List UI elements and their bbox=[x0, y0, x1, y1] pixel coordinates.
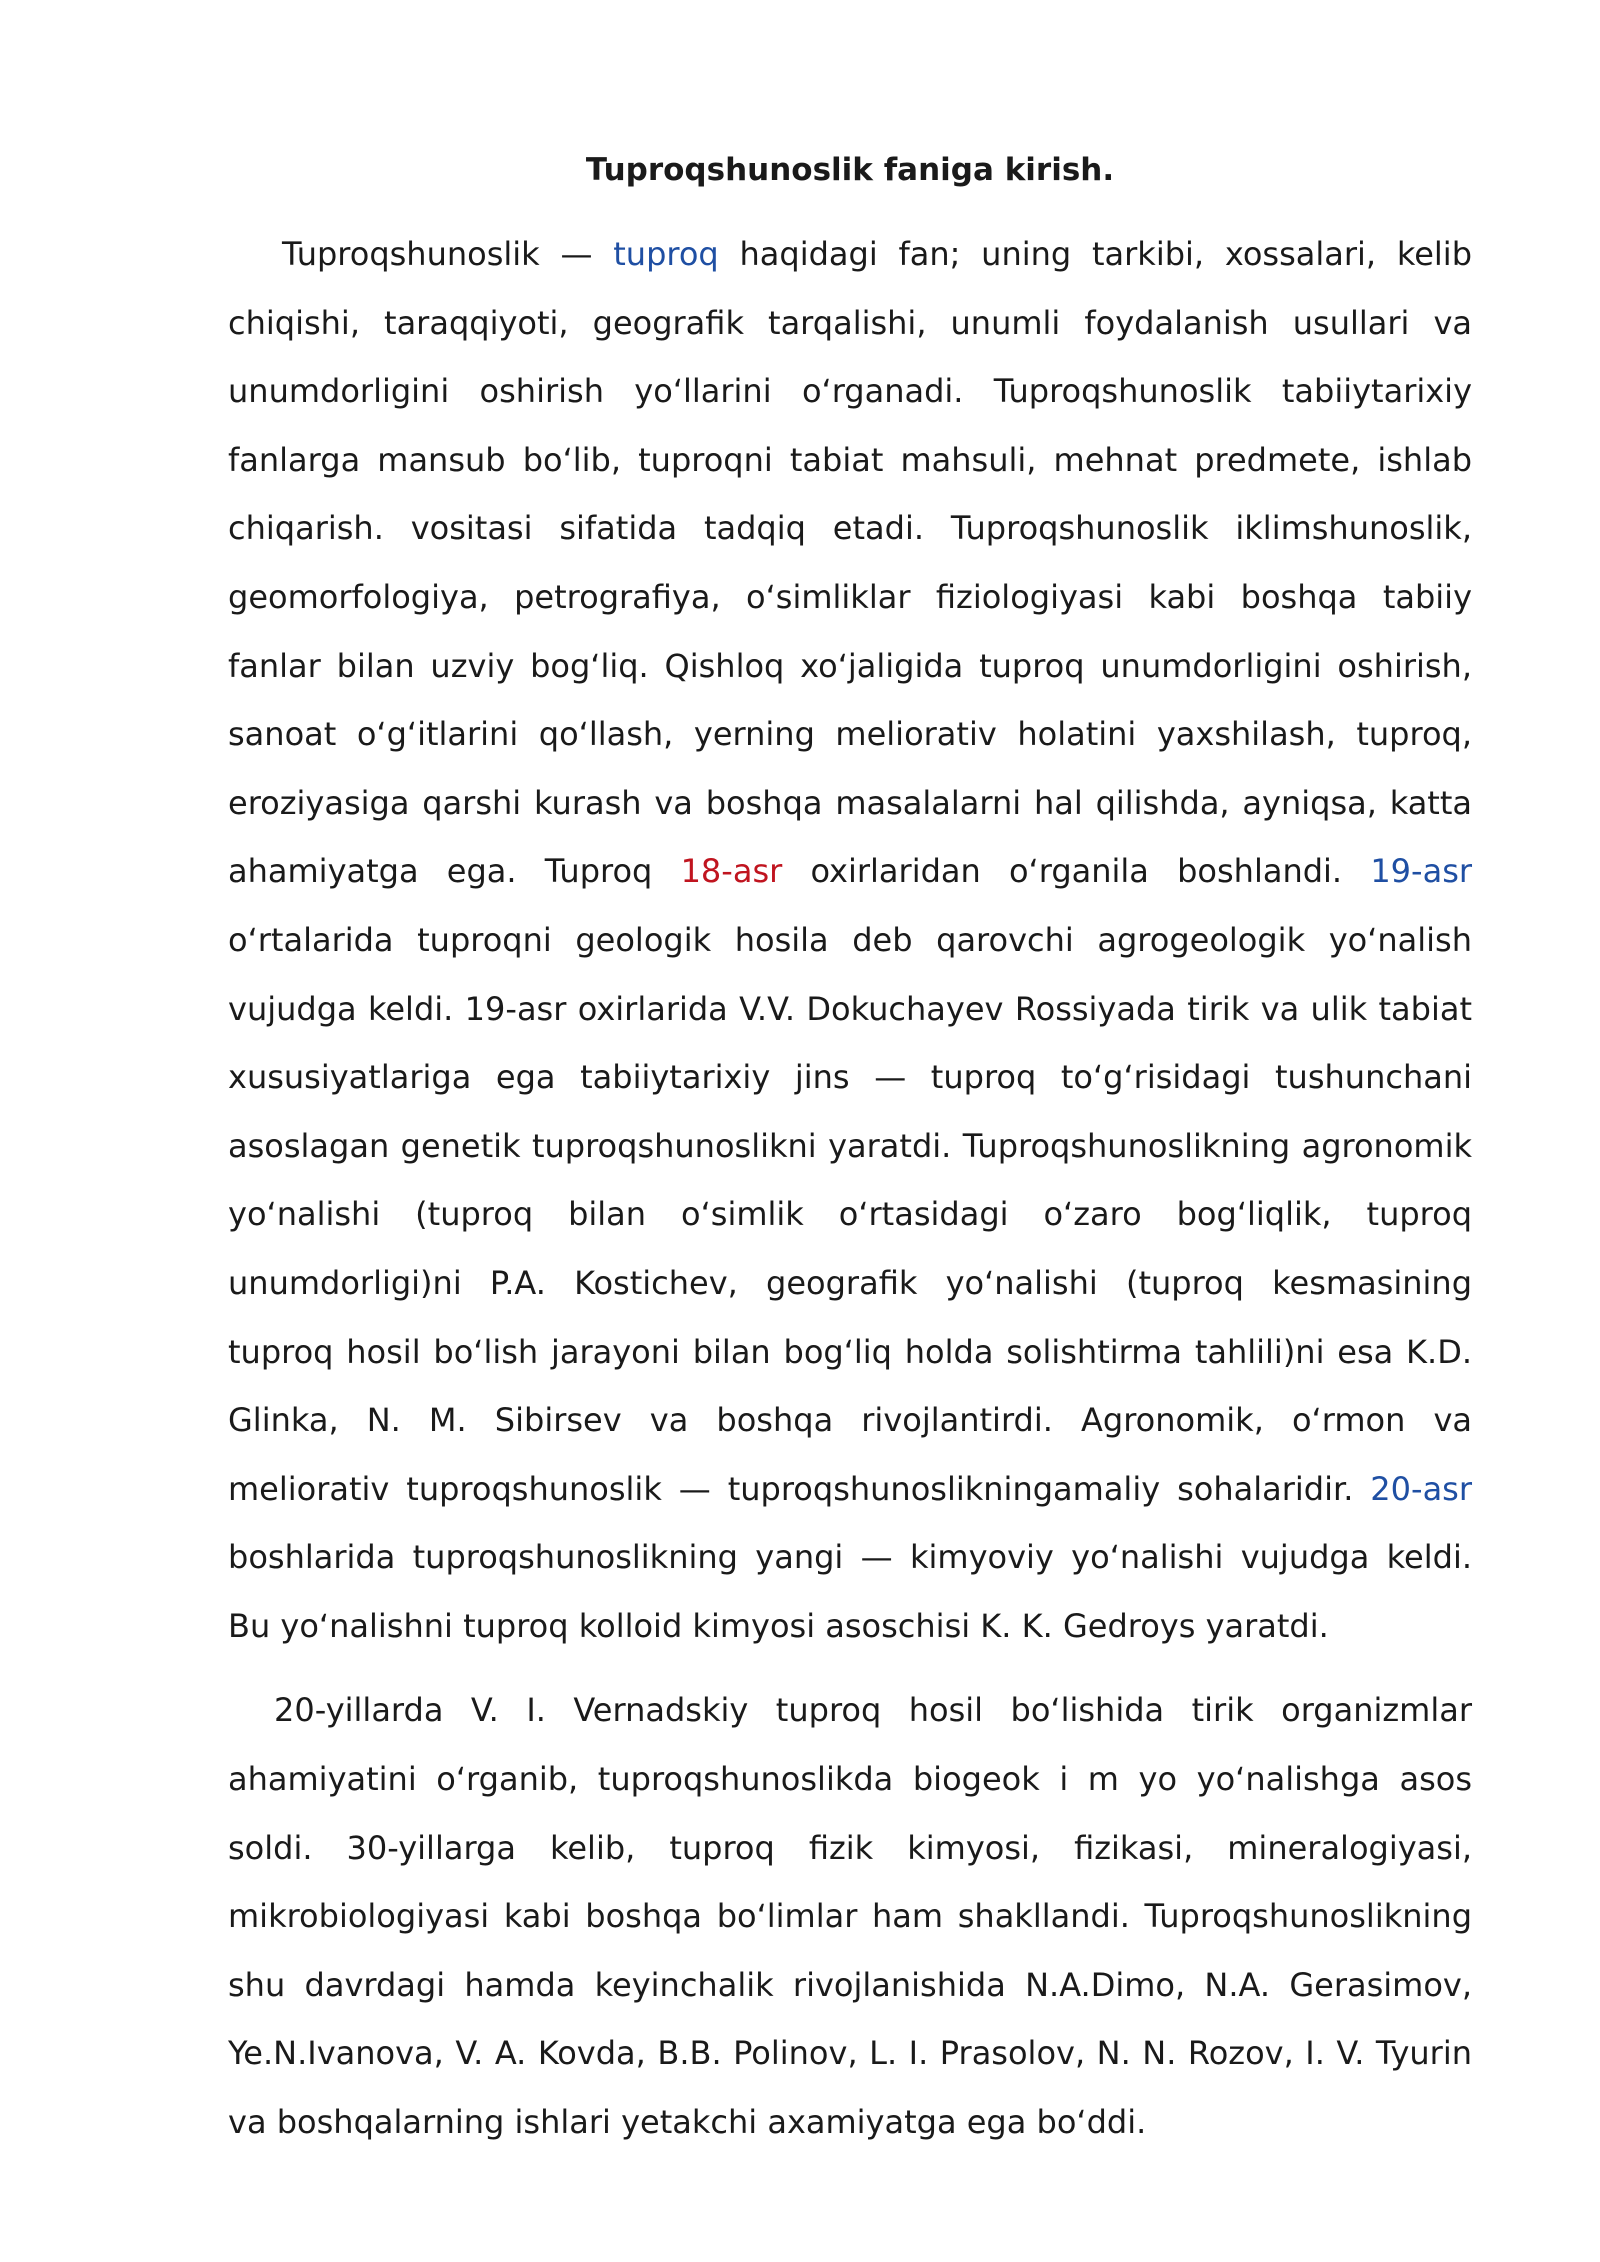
paragraph-text: oxirlaridan oʻrganila boshlandi. bbox=[782, 852, 1371, 891]
paragraph-text: haqidagi fan; uning tarkibi, xossalari, kelib chiqishi, taraqqiyoti, geografik tarqalishi, unumli foydalanish usullari va unumdorligini oshirish yoʻllarini oʻrganadi. Tuproqshunoslik tabiiytarixiy fanlarga mansub boʻlib, tuproqni tabiat mahsuli, mehnat predmete, ishlab chiqarish. vositasi sifatida tadqiq etadi. Tuproqshunoslik iklimshunoslik, geomorfologiya, petrografiya, oʻsimliklar fiziologiyasi kabi boshqa tabiiy fanlar bilan uzviy bogʻliq. Qishloq xoʻjaligida tuproq unumdorligini oshirish, sanoat oʻgʻitlarini qoʻllash, yerning meliorativ holatini yaxshilash, tuproq, eroziyasiga qarshi kurash va boshqa masalalarni hal qilishda, ayniqsa, katta ahamiyatga ega. Tuproq bbox=[228, 235, 1472, 891]
paragraph-text: boshlarida tuproqshunoslikning yangi — kimyoviy yoʻnalishi vujudga keldi. Bu yoʻnalishni tuproq kolloid kimyosi asoschisi K. K. Gedroys yaratdi. bbox=[228, 1538, 1472, 1645]
paragraph-intro bbox=[228, 220, 1472, 1660]
paragraph-history: 20-yillarda V. I. Vernadskiy tuproq hosil boʻlishida tirik organizmlar ahamiyatini oʻrganib, tuproqshunoslikda biogeok i m yo yoʻnalishga asos soldi. 30-yillarga kelib, tuproq fizik kimyosi, fizikasi, mineralogiyasi, mikrobiologiyasi kabi boshqa boʻlimlar ham shakllandi. Tuproqshunoslikning shu davrdagi hamda keyinchalik rivojlanishida N.A.Dimo, N.A. Gerasimov, Ye.N.Ivanova, V. A. Kovda, B.B. Polinov, L. I. Prasolov, N. N. Rozov, I. V. Tyurin va boshqalarning ishlari yetakchi axamiyatga ega boʻddi. bbox=[228, 1691, 1472, 2142]
link-19-asr[interactable]: 19-asr bbox=[1370, 852, 1473, 891]
document-title: Tuproqshunoslik faniga kirish. bbox=[585, 152, 1115, 188]
link-tuproq[interactable]: tuproq bbox=[613, 235, 719, 273]
document-page bbox=[228, 148, 1472, 2228]
paragraph-text: oʻrtalarida tuproqni geologik hosila deb qarovchi agrogeologik yoʻnalish vujudga keldi. 19-asr oxirlarida V.V. Dokuchayev Rossiyada tirik va ulik tabiat xususiyatlariga ega tabiiytarixiy jins — tuproq toʻgʻrisidagi tushunchani asoslagan genetik tuproqshunoslikni yaratdi. Tuproqshunoslikning agronomik yoʻnalishi (tuproq bilan oʻsimlik oʻrtasidagi oʻzaro bogʻliqlik, tuproq unumdorligi)ni P.A. Kostichev, geografik yoʻnalishi (tuproq kesmasining tuproq hosil boʻlish jarayoni bilan bogʻliq holda solishtirma tahlili)ni esa K.D. Glinka, N. M. Sibirsev va boshqa rivojlantirdi. Agronomik, oʻrmon va meliorativ tuproqshunoslik — tuproqshunoslikningamaliy sohalaridir. bbox=[228, 920, 1472, 1508]
link-18-asr[interactable]: 18-asr bbox=[680, 852, 783, 891]
link-20-asr[interactable]: 20-asr bbox=[1370, 1469, 1472, 1508]
paragraph-text: Tuproqshunoslik — bbox=[282, 235, 614, 273]
